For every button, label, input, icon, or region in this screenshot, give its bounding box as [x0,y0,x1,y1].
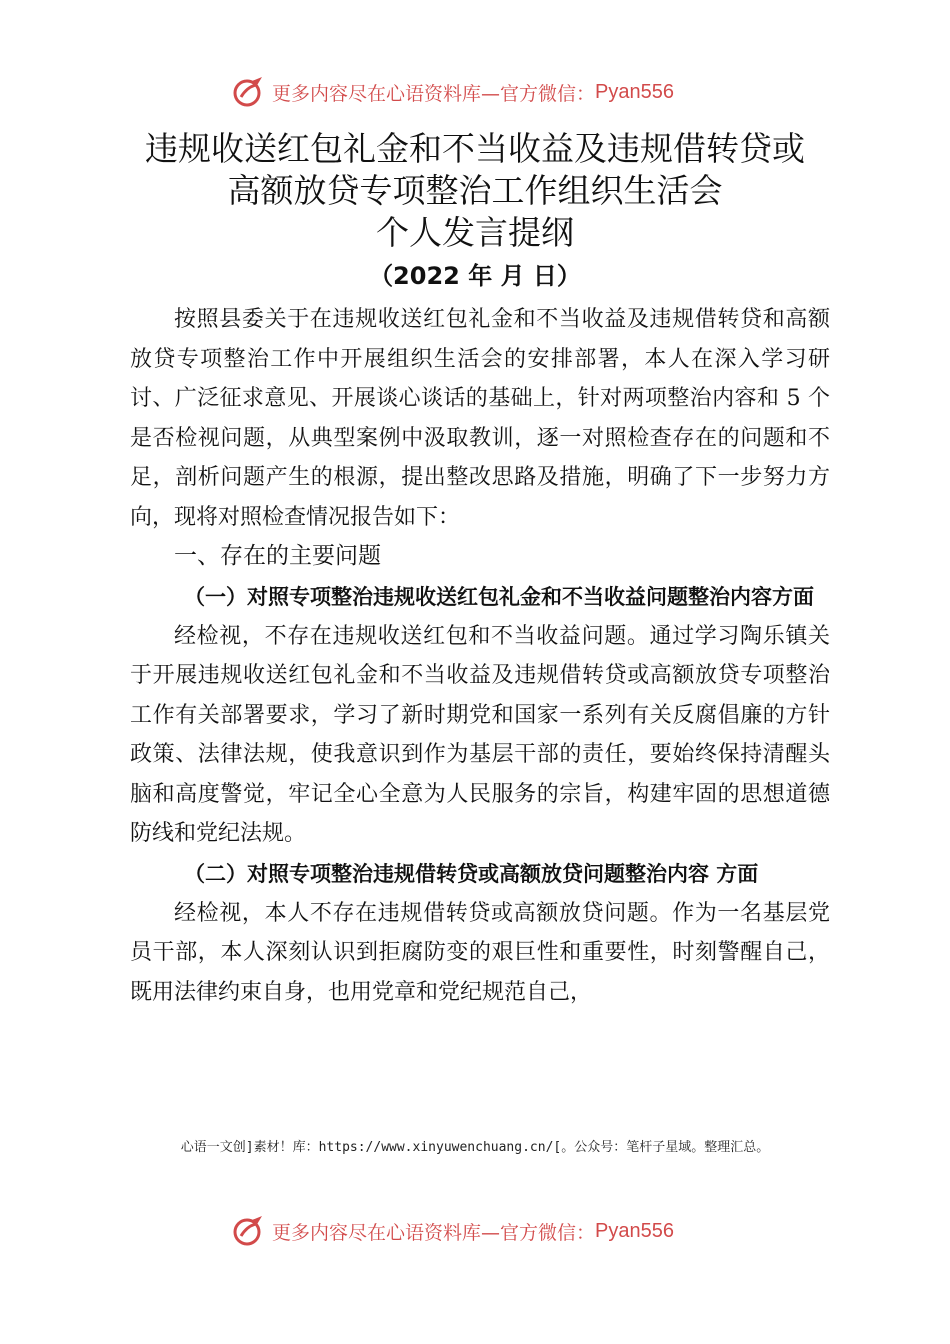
paragraph-1: 经检视，不存在违规收送红包和不当收益问题。通过学习陶乐镇关于开展违规收送红包礼金和不当收益及违规借转贷或高额放贷专项整治工作有关部署要求，学习了新时期党和国家一系列有关反腐倡廉的方针政策、法律法规，使我意识到作为基层干部的责任，要始终保持清醒头脑和高度警觉，牢记全心全意为人民服务的宗旨，构建牢固的思想道德防线和党纪法规。 [130,623,830,846]
document-body [130,300,830,1012]
title-line-1: 违规收送红包礼金和不当收益及违规借转贷或 [145,129,805,168]
title-line-3: 个人发言提纲 [376,213,574,252]
title-line-2: 高额放贷专项整治工作组织生活会 [227,171,723,210]
section-heading-1: 一、存在的主要问题 [174,543,381,569]
paragraph-2: 经检视，本人不存在违规借转贷或高额放贷问题。作为一名基层党员干部，本人深刻认识到拒腐防变的艰巨性和重要性，时刻警醒自己，既用法律约束自身，也用党章和党纪规范自己， [130,900,830,1005]
brush-logo-icon [232,75,266,109]
subsection-heading-1: （一）对照专项整治违规收送红包礼金和不当收益问题整治内容方面 [184,584,814,609]
banner-wechat-id: Pyan556 [595,80,674,103]
document-date: （2022 年 月 日） [369,262,581,290]
brush-logo-icon [232,1214,266,1248]
watermark-banner-top [232,72,674,112]
watermark-banner-bottom [232,1211,674,1251]
banner-text: 更多内容尽在心语资料库—官方微信： [272,82,596,105]
source-footer: 心语一文创]素材！库：https://www.xinyuwenchuang.cn/[。公众号：笔杆子星域。整理汇总。 [180,1140,770,1155]
intro-paragraph: 按照县委关于在违规收送红包礼金和不当收益及违规借转贷和高额放贷专项整治工作中开展组织生活会的安排部署，本人在深入学习研讨、广泛征求意见、开展谈心谈话的基础上，针对两项整治内容和 5 个是否检视问题，从典型案例中汲取教训，逐一对照检查存在的问题和不足，剖析问题产生的根源，提出整改思路及措施，明确了下一步努力方向，现将对照检查情况报告如下： [130,307,830,530]
banner-wechat-id: Pyan556 [595,1219,674,1242]
subsection-heading-2: （二）对照专项整治违规借转贷或高额放贷问题整治内容 方面 [184,861,759,886]
banner-text: 更多内容尽在心语资料库—官方微信： [272,1221,596,1244]
document-title [0,128,950,254]
